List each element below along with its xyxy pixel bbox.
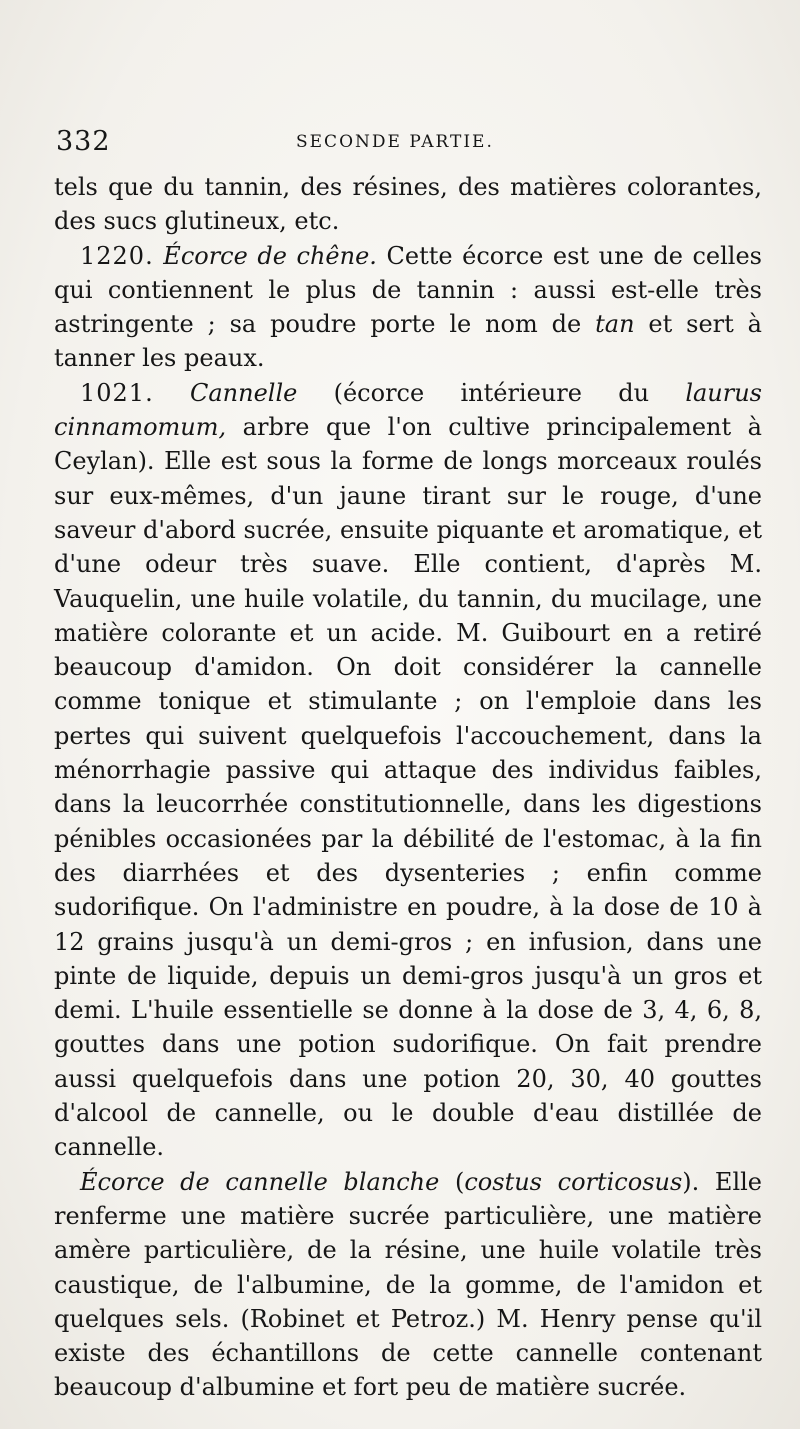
paragraph-text: arbre que l'on cultive principalement à Ceylan). Elle est sous la forme de longs morceaux roulés sur eux-mêmes, d'un jaune tirant sur le rouge, d'une saveur d'abord sucrée, ensuite piquante et aromatique, et d'une odeur très suave. Elle contient, d'après M. Vauquelin, une huile volatile, du tannin, du mucilage, une matière colorante et un acide. M. Guibourt en a retiré beaucoup d'amidon. On doit considérer la cannelle comme tonique et stimulante ; on l'emploie dans les pertes qui suivent quelquefois l'accouchement, dans la ménorrhagie passive qui attaque des individus faibles, dans la leucorrhée constitutionnelle, dans les digestions pénibles occasionées par la débilité de l'estomac, à la fin des diarrhées et des dysenteries ; enfin comme sudorifique. On l'administre en poudre, à la dose de 10 à 12 grains jusqu'à un demi-gros ; en infusion, dans une pinte de liquide, depuis un demi-gros jusqu'à un gros et demi. L'huile essentielle se donne à la dose de 3, 4, 6, 8, gouttes dans une potion sudorifique. On fait prendre aussi quelquefois dans une potion 20, 30, 40 gouttes d'alcool de cannelle, ou le double d'eau distillée de cannelle. [54,413,762,1162]
paragraph-ecorce-de-chene [54,239,762,376]
paragraph-cannelle-blanche [54,1165,762,1405]
entry-title: Écorce de chêne. [163,241,377,270]
entry-title: Cannelle [190,378,298,407]
running-head: SECONDE PARTIE. [296,132,494,152]
paragraph-text: ( [439,1167,465,1196]
entry-title: Écorce de cannelle blanche [80,1167,440,1196]
paragraph-cannelle [54,376,762,1165]
paragraph-text: Cette écorce est une de celles qui contiennent le plus de tannin : aussi est-elle très astringente ; sa poudre porte le nom de [54,241,762,339]
body-text [54,170,762,1405]
paragraph-text: et sert à tanner les peaux. [54,310,762,373]
page-header [56,126,744,166]
paragraph-text: (écorce intérieure du [297,378,686,407]
entry-number: 1021. [80,378,154,407]
paragraph-continuation [54,170,762,239]
latin-name: costus corticosus [464,1167,683,1196]
paragraph-text: ). Elle renferme une matière sucrée particulière, une matière amère particulière, de la résine, une huile volatile très caustique, de l'albumine, de la gomme, de l'amidon et quelques sels. (Robinet et Petroz.) M. Henry pense qu'il existe des échantillons de cette cannelle contenant beaucoup d'albumine et fort peu de matière sucrée. [54,1167,763,1402]
entry-number: 1220. [80,241,154,270]
latin-name: laurus cinnamomum, [54,378,762,442]
italic-term: tan [595,310,635,339]
page-number: 332 [56,126,111,157]
paragraph-text: tels que du tannin, des résines, des matières colorantes, des sucs glutineux, etc. [54,173,762,236]
